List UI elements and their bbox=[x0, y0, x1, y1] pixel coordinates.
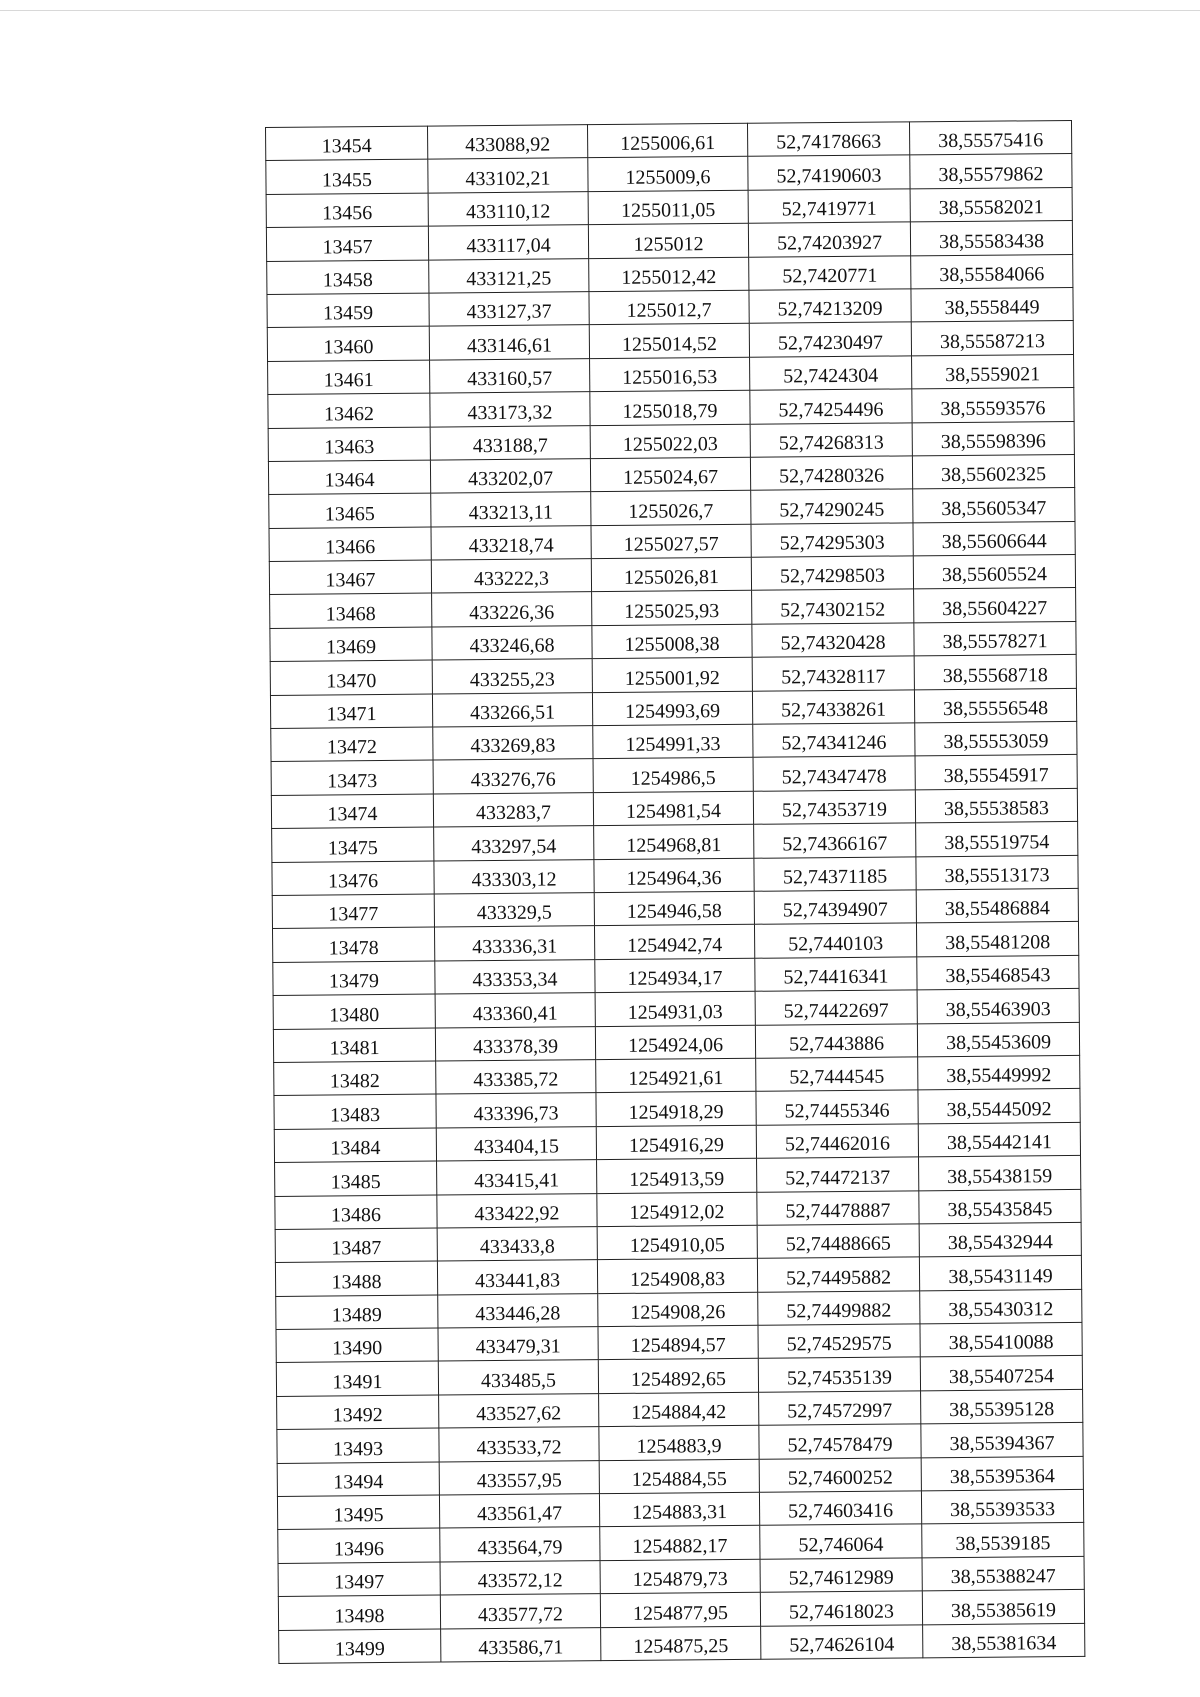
y-coordinate-cell: 1254892,65 bbox=[598, 1359, 758, 1394]
y-coordinate-cell: 1254946,58 bbox=[594, 891, 754, 926]
longitude-cell: 38,55445092 bbox=[918, 1089, 1080, 1124]
latitude-cell: 52,74328117 bbox=[752, 656, 914, 691]
latitude-cell: 52,74366167 bbox=[754, 823, 916, 858]
x-coordinate-cell: 433353,34 bbox=[435, 959, 595, 994]
latitude-cell: 52,74394907 bbox=[754, 890, 916, 925]
y-coordinate-cell: 1255025,93 bbox=[592, 591, 752, 626]
x-coordinate-cell: 433283,7 bbox=[433, 792, 593, 827]
latitude-cell: 52,7440103 bbox=[754, 923, 916, 958]
y-coordinate-cell: 1254882,17 bbox=[600, 1526, 760, 1561]
latitude-cell: 52,74578479 bbox=[759, 1424, 921, 1459]
x-coordinate-cell: 433433,8 bbox=[437, 1227, 597, 1262]
x-coordinate-cell: 433336,31 bbox=[434, 926, 594, 961]
longitude-cell: 38,55468543 bbox=[917, 955, 1079, 990]
latitude-cell: 52,7443886 bbox=[755, 1023, 917, 1058]
point-number-cell: 13472 bbox=[271, 727, 433, 762]
y-coordinate-cell: 1255012 bbox=[588, 223, 748, 258]
x-coordinate-cell: 433422,92 bbox=[437, 1193, 597, 1228]
latitude-cell: 52,74254496 bbox=[750, 389, 912, 424]
longitude-cell: 38,55575416 bbox=[909, 120, 1071, 155]
point-number-cell: 13494 bbox=[277, 1462, 439, 1497]
latitude-cell: 52,7420771 bbox=[749, 255, 911, 290]
longitude-cell: 38,5559021 bbox=[912, 354, 1074, 389]
point-number-cell: 13461 bbox=[268, 360, 430, 395]
point-number-cell: 13496 bbox=[278, 1528, 440, 1563]
x-coordinate-cell: 433415,41 bbox=[437, 1160, 597, 1195]
x-coordinate-cell: 433479,31 bbox=[438, 1327, 598, 1362]
x-coordinate-cell: 433446,28 bbox=[438, 1293, 598, 1328]
latitude-cell: 52,74213209 bbox=[749, 289, 911, 324]
point-number-cell: 13463 bbox=[268, 427, 430, 462]
latitude-cell: 52,74603416 bbox=[759, 1491, 921, 1526]
y-coordinate-cell: 1254986,5 bbox=[593, 758, 753, 793]
x-coordinate-cell: 433561,47 bbox=[439, 1494, 599, 1529]
y-coordinate-cell: 1255026,7 bbox=[591, 491, 751, 526]
x-coordinate-cell: 433088,92 bbox=[427, 125, 587, 160]
longitude-cell: 38,55395128 bbox=[921, 1389, 1083, 1424]
y-coordinate-cell: 1255001,92 bbox=[592, 658, 752, 693]
y-coordinate-cell: 1254877,95 bbox=[600, 1592, 760, 1627]
latitude-cell: 52,74462016 bbox=[756, 1124, 918, 1159]
point-number-cell: 13495 bbox=[277, 1495, 439, 1530]
x-coordinate-cell: 433527,62 bbox=[439, 1393, 599, 1428]
longitude-cell: 38,55388247 bbox=[922, 1556, 1084, 1591]
point-number-cell: 13466 bbox=[269, 527, 431, 562]
point-number-cell: 13460 bbox=[267, 326, 429, 361]
longitude-cell: 38,55582021 bbox=[910, 187, 1072, 222]
longitude-cell: 38,55604227 bbox=[914, 588, 1076, 623]
x-coordinate-cell: 433557,95 bbox=[439, 1460, 599, 1495]
point-number-cell: 13482 bbox=[274, 1061, 436, 1096]
point-number-cell: 13483 bbox=[274, 1094, 436, 1129]
x-coordinate-cell: 433102,21 bbox=[428, 158, 588, 193]
longitude-cell: 38,55553059 bbox=[915, 721, 1077, 756]
longitude-cell: 38,55481208 bbox=[916, 922, 1078, 957]
longitude-cell: 38,55587213 bbox=[911, 321, 1073, 356]
y-coordinate-cell: 1254916,29 bbox=[596, 1125, 756, 1160]
point-number-cell: 13454 bbox=[266, 126, 428, 161]
longitude-cell: 38,55381634 bbox=[923, 1623, 1085, 1658]
longitude-cell: 38,55393533 bbox=[921, 1489, 1083, 1524]
point-number-cell: 13455 bbox=[266, 159, 428, 194]
y-coordinate-cell: 1254884,42 bbox=[599, 1392, 759, 1427]
longitude-cell: 38,55579862 bbox=[910, 154, 1072, 189]
point-number-cell: 13468 bbox=[270, 594, 432, 629]
x-coordinate-cell: 433378,39 bbox=[435, 1026, 595, 1061]
longitude-cell: 38,55568718 bbox=[914, 655, 1076, 690]
latitude-cell: 52,74280326 bbox=[750, 456, 912, 491]
x-coordinate-cell: 433385,72 bbox=[436, 1060, 596, 1095]
y-coordinate-cell: 1254910,05 bbox=[597, 1225, 757, 1260]
latitude-cell: 52,74626104 bbox=[761, 1624, 923, 1659]
longitude-cell: 38,55583438 bbox=[910, 221, 1072, 256]
x-coordinate-cell: 433160,57 bbox=[430, 358, 590, 393]
point-number-cell: 13479 bbox=[273, 961, 435, 996]
longitude-cell: 38,55442141 bbox=[918, 1122, 1080, 1157]
y-coordinate-cell: 1255027,57 bbox=[591, 524, 751, 559]
point-number-cell: 13487 bbox=[275, 1228, 437, 1263]
y-coordinate-cell: 1254981,54 bbox=[593, 791, 753, 826]
x-coordinate-cell: 433121,25 bbox=[429, 258, 589, 293]
point-number-cell: 13457 bbox=[266, 226, 428, 261]
x-coordinate-cell: 433564,79 bbox=[440, 1527, 600, 1562]
point-number-cell: 13477 bbox=[272, 894, 434, 929]
x-coordinate-cell: 433246,68 bbox=[432, 626, 592, 661]
point-number-cell: 13480 bbox=[273, 994, 435, 1029]
latitude-cell: 52,74320428 bbox=[752, 623, 914, 658]
longitude-cell: 38,55463903 bbox=[917, 989, 1079, 1024]
x-coordinate-cell: 433404,15 bbox=[436, 1126, 596, 1161]
point-number-cell: 13470 bbox=[270, 660, 432, 695]
point-number-cell: 13467 bbox=[269, 560, 431, 595]
x-coordinate-cell: 433255,23 bbox=[432, 659, 592, 694]
point-number-cell: 13475 bbox=[272, 827, 434, 862]
point-number-cell: 13464 bbox=[268, 460, 430, 495]
point-number-cell: 13465 bbox=[269, 493, 431, 528]
y-coordinate-cell: 1254908,26 bbox=[598, 1292, 758, 1327]
latitude-cell: 52,7444545 bbox=[756, 1057, 918, 1092]
longitude-cell: 38,55605347 bbox=[913, 488, 1075, 523]
x-coordinate-cell: 433226,36 bbox=[432, 592, 592, 627]
point-number-cell: 13484 bbox=[274, 1128, 436, 1163]
point-number-cell: 13456 bbox=[266, 193, 428, 228]
longitude-cell: 38,55605524 bbox=[913, 555, 1075, 590]
y-coordinate-cell: 1254918,29 bbox=[596, 1092, 756, 1127]
longitude-cell: 38,55453609 bbox=[917, 1022, 1079, 1057]
point-number-cell: 13490 bbox=[276, 1328, 438, 1363]
x-coordinate-cell: 433266,51 bbox=[432, 692, 592, 727]
y-coordinate-cell: 1254942,74 bbox=[594, 925, 754, 960]
coordinates-table-body bbox=[266, 120, 1085, 1663]
point-number-cell: 13458 bbox=[267, 260, 429, 295]
longitude-cell: 38,55435845 bbox=[919, 1189, 1081, 1224]
point-number-cell: 13491 bbox=[276, 1361, 438, 1396]
x-coordinate-cell: 433586,71 bbox=[441, 1627, 601, 1662]
point-number-cell: 13498 bbox=[278, 1595, 440, 1630]
longitude-cell: 38,55545917 bbox=[915, 755, 1077, 790]
y-coordinate-cell: 1254912,02 bbox=[597, 1192, 757, 1227]
x-coordinate-cell: 433303,12 bbox=[434, 859, 594, 894]
y-coordinate-cell: 1255022,03 bbox=[590, 424, 750, 459]
latitude-cell: 52,74422697 bbox=[755, 990, 917, 1025]
latitude-cell: 52,74478887 bbox=[757, 1190, 919, 1225]
latitude-cell: 52,74268313 bbox=[750, 422, 912, 457]
y-coordinate-cell: 1254875,25 bbox=[601, 1626, 761, 1661]
point-number-cell: 13499 bbox=[279, 1629, 441, 1664]
point-number-cell: 13488 bbox=[275, 1261, 437, 1296]
longitude-cell: 38,55385619 bbox=[922, 1590, 1084, 1625]
x-coordinate-cell: 433360,41 bbox=[435, 993, 595, 1028]
longitude-cell: 38,55602325 bbox=[912, 454, 1074, 489]
latitude-cell: 52,74572997 bbox=[759, 1391, 921, 1426]
y-coordinate-cell: 1255009,6 bbox=[588, 157, 748, 192]
point-number-cell: 13489 bbox=[276, 1295, 438, 1330]
y-coordinate-cell: 1254883,9 bbox=[599, 1425, 759, 1460]
longitude-cell: 38,55598396 bbox=[912, 421, 1074, 456]
longitude-cell: 38,55410088 bbox=[920, 1322, 1082, 1357]
point-number-cell: 13478 bbox=[272, 927, 434, 962]
x-coordinate-cell: 433127,37 bbox=[429, 292, 589, 327]
y-coordinate-cell: 1254931,03 bbox=[595, 991, 755, 1026]
y-coordinate-cell: 1254991,33 bbox=[593, 724, 753, 759]
x-coordinate-cell: 433329,5 bbox=[434, 893, 594, 928]
longitude-cell: 38,55431149 bbox=[919, 1256, 1081, 1291]
latitude-cell: 52,74347478 bbox=[753, 756, 915, 791]
latitude-cell: 52,74416341 bbox=[755, 957, 917, 992]
x-coordinate-cell: 433572,12 bbox=[440, 1560, 600, 1595]
point-number-cell: 13492 bbox=[277, 1395, 439, 1430]
latitude-cell: 52,7419771 bbox=[748, 189, 910, 224]
longitude-cell: 38,55606644 bbox=[913, 521, 1075, 556]
latitude-cell: 52,74472137 bbox=[757, 1157, 919, 1192]
x-coordinate-cell: 433146,61 bbox=[429, 325, 589, 360]
latitude-cell: 52,74190603 bbox=[748, 155, 910, 190]
y-coordinate-cell: 1254924,06 bbox=[595, 1025, 755, 1060]
point-number-cell: 13493 bbox=[277, 1428, 439, 1463]
x-coordinate-cell: 433222,3 bbox=[431, 559, 591, 594]
page-top-edge bbox=[0, 10, 1200, 11]
longitude-cell: 38,55584066 bbox=[911, 254, 1073, 289]
latitude-cell: 52,74495882 bbox=[757, 1257, 919, 1292]
x-coordinate-cell: 433396,73 bbox=[436, 1093, 596, 1128]
latitude-cell: 52,74178663 bbox=[747, 122, 909, 157]
latitude-cell: 52,74488665 bbox=[757, 1224, 919, 1259]
y-coordinate-cell: 1254884,55 bbox=[599, 1459, 759, 1494]
y-coordinate-cell: 1255016,53 bbox=[590, 357, 750, 392]
y-coordinate-cell: 1254879,73 bbox=[600, 1559, 760, 1594]
longitude-cell: 38,55556548 bbox=[914, 688, 1076, 723]
latitude-cell: 52,74612989 bbox=[760, 1558, 922, 1593]
latitude-cell: 52,74353719 bbox=[753, 790, 915, 825]
y-coordinate-cell: 1255018,79 bbox=[590, 390, 750, 425]
latitude-cell: 52,74298503 bbox=[751, 556, 913, 591]
x-coordinate-cell: 433188,7 bbox=[430, 425, 590, 460]
x-coordinate-cell: 433218,74 bbox=[431, 525, 591, 560]
x-coordinate-cell: 433485,5 bbox=[438, 1360, 598, 1395]
latitude-cell: 52,74230497 bbox=[749, 322, 911, 357]
latitude-cell: 52,74203927 bbox=[748, 222, 910, 257]
longitude-cell: 38,55394367 bbox=[921, 1423, 1083, 1458]
point-number-cell: 13459 bbox=[267, 293, 429, 328]
longitude-cell: 38,5539185 bbox=[922, 1523, 1084, 1558]
point-number-cell: 13462 bbox=[268, 393, 430, 428]
latitude-cell: 52,74535139 bbox=[758, 1357, 920, 1392]
longitude-cell: 38,55407254 bbox=[920, 1356, 1082, 1391]
x-coordinate-cell: 433297,54 bbox=[434, 826, 594, 861]
coordinates-table bbox=[265, 120, 1085, 1664]
longitude-cell: 38,55578271 bbox=[914, 621, 1076, 656]
y-coordinate-cell: 1254968,81 bbox=[594, 824, 754, 859]
y-coordinate-cell: 1255011,05 bbox=[588, 190, 748, 225]
latitude-cell: 52,74341246 bbox=[753, 723, 915, 758]
longitude-cell: 38,55593576 bbox=[912, 388, 1074, 423]
y-coordinate-cell: 1255012,7 bbox=[589, 290, 749, 325]
x-coordinate-cell: 433441,83 bbox=[437, 1260, 597, 1295]
point-number-cell: 13497 bbox=[278, 1562, 440, 1597]
latitude-cell: 52,74290245 bbox=[751, 489, 913, 524]
latitude-cell: 52,74295303 bbox=[751, 523, 913, 558]
x-coordinate-cell: 433577,72 bbox=[440, 1594, 600, 1629]
point-number-cell: 13471 bbox=[270, 694, 432, 729]
y-coordinate-cell: 1254883,31 bbox=[599, 1492, 759, 1527]
y-coordinate-cell: 1255014,52 bbox=[589, 324, 749, 359]
y-coordinate-cell: 1254913,59 bbox=[597, 1158, 757, 1193]
latitude-cell: 52,74618023 bbox=[760, 1591, 922, 1626]
y-coordinate-cell: 1254894,57 bbox=[598, 1325, 758, 1360]
longitude-cell: 38,55519754 bbox=[916, 822, 1078, 857]
y-coordinate-cell: 1255006,61 bbox=[587, 123, 747, 158]
latitude-cell: 52,74338261 bbox=[752, 689, 914, 724]
table-row bbox=[279, 1623, 1085, 1663]
x-coordinate-cell: 433276,76 bbox=[433, 759, 593, 794]
y-coordinate-cell: 1254964,36 bbox=[594, 858, 754, 893]
point-number-cell: 13473 bbox=[271, 760, 433, 795]
latitude-cell: 52,7424304 bbox=[750, 356, 912, 391]
longitude-cell: 38,55538583 bbox=[915, 788, 1077, 823]
y-coordinate-cell: 1254921,61 bbox=[596, 1058, 756, 1093]
x-coordinate-cell: 433533,72 bbox=[439, 1427, 599, 1462]
point-number-cell: 13469 bbox=[270, 627, 432, 662]
longitude-cell: 38,55486884 bbox=[916, 888, 1078, 923]
point-number-cell: 13474 bbox=[271, 794, 433, 829]
latitude-cell: 52,74302152 bbox=[752, 589, 914, 624]
longitude-cell: 38,5558449 bbox=[911, 287, 1073, 322]
latitude-cell: 52,74499882 bbox=[758, 1291, 920, 1326]
longitude-cell: 38,55438159 bbox=[919, 1156, 1081, 1191]
latitude-cell: 52,74600252 bbox=[759, 1457, 921, 1492]
y-coordinate-cell: 1255026,81 bbox=[591, 557, 751, 592]
latitude-cell: 52,74371185 bbox=[754, 856, 916, 891]
latitude-cell: 52,746064 bbox=[760, 1524, 922, 1559]
y-coordinate-cell: 1254993,69 bbox=[592, 691, 752, 726]
longitude-cell: 38,55430312 bbox=[920, 1289, 1082, 1324]
longitude-cell: 38,55449992 bbox=[918, 1055, 1080, 1090]
x-coordinate-cell: 433269,83 bbox=[433, 726, 593, 761]
point-number-cell: 13476 bbox=[272, 861, 434, 896]
y-coordinate-cell: 1254934,17 bbox=[595, 958, 755, 993]
y-coordinate-cell: 1255024,67 bbox=[590, 457, 750, 492]
y-coordinate-cell: 1255008,38 bbox=[592, 624, 752, 659]
x-coordinate-cell: 433202,07 bbox=[430, 459, 590, 494]
x-coordinate-cell: 433213,11 bbox=[431, 492, 591, 527]
longitude-cell: 38,55513173 bbox=[916, 855, 1078, 890]
latitude-cell: 52,74455346 bbox=[756, 1090, 918, 1125]
longitude-cell: 38,55432944 bbox=[919, 1222, 1081, 1257]
point-number-cell: 13481 bbox=[273, 1028, 435, 1063]
y-coordinate-cell: 1255012,42 bbox=[589, 257, 749, 292]
longitude-cell: 38,55395364 bbox=[921, 1456, 1083, 1491]
x-coordinate-cell: 433110,12 bbox=[428, 191, 588, 226]
x-coordinate-cell: 433117,04 bbox=[428, 225, 588, 260]
x-coordinate-cell: 433173,32 bbox=[430, 392, 590, 427]
point-number-cell: 13486 bbox=[275, 1195, 437, 1230]
latitude-cell: 52,74529575 bbox=[758, 1324, 920, 1359]
y-coordinate-cell: 1254908,83 bbox=[597, 1259, 757, 1294]
point-number-cell: 13485 bbox=[275, 1161, 437, 1196]
